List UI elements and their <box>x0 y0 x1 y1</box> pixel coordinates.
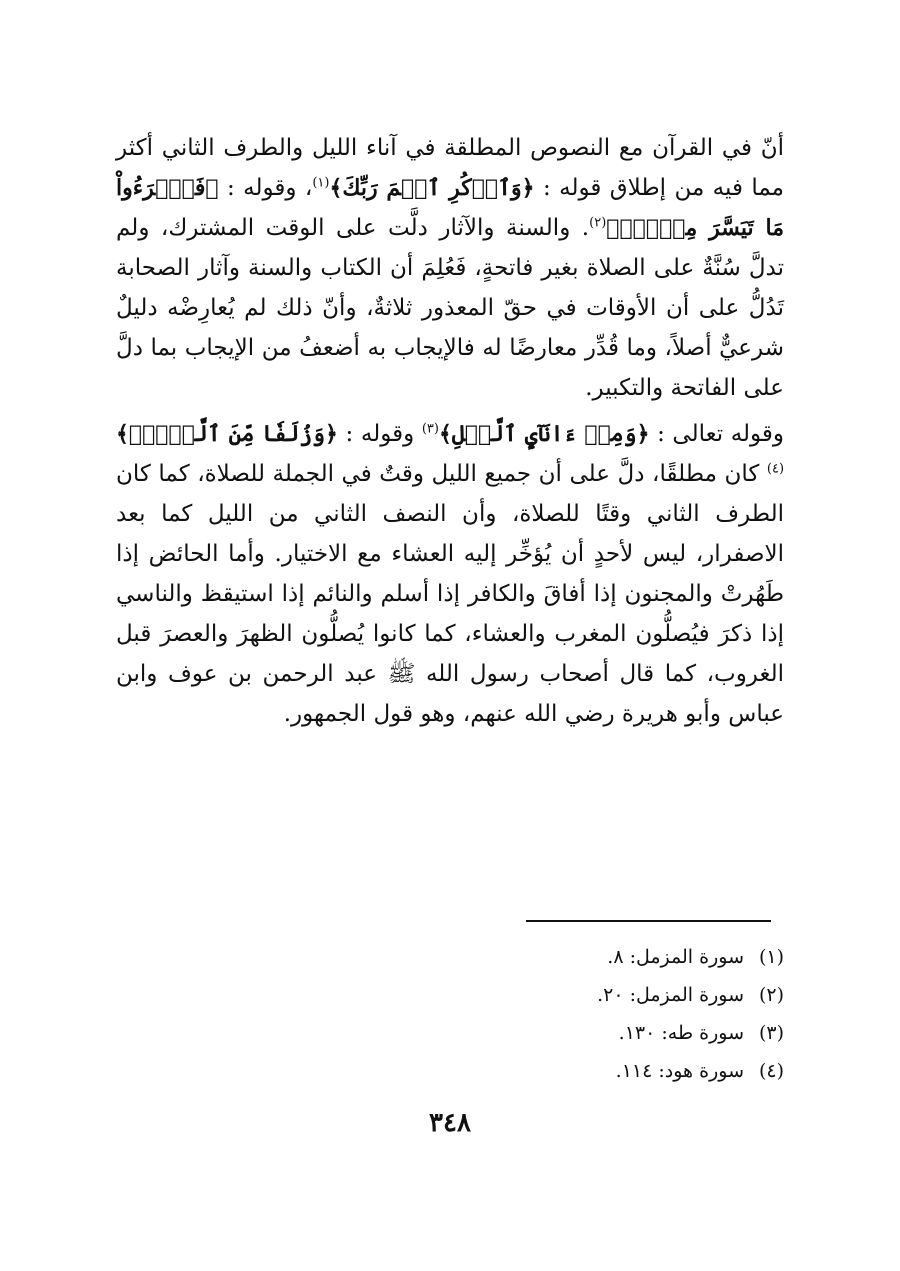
footnote-item <box>500 938 784 976</box>
quran-quote-2: ﴿فَٱقۡرَءُواْ مَا تَيَسَّرَ مِنۡهُۚ﴾ <box>116 175 784 241</box>
footnote-ref-2: (٢) <box>589 215 607 231</box>
quran-quote-3: ﴿وَمِنۡ ءَانَآيِٕ ٱلَّيۡلِ﴾ <box>438 421 650 447</box>
footnote-number: (٢) <box>758 984 784 1006</box>
footnote-text: سورة المزمل: ٢٠. <box>597 984 744 1006</box>
paragraph-2-text-c: كان مطلقًا، دلَّ على أن جميع الليل وقتٌ في الجملة للصلاة، كما كان الطرف الثاني وقتًا للصلاة، وأن النصف الثاني من الليل كما بعد الاصفرار، ليس لأحدٍ أن يُؤخِّر إليه العشاء مع الاختيار. وأما الحائض إذا طَهُرتْ والمجنون إذا أفاقَ والكافر إذا أسلم والنائم إذا استيقظ والناسي إذا ذكرَ فيُصلُّون المغرب والعشاء، كما كانوا يُصلُّون الظهرَ والعصرَ قبل الغروب، كما قال أصحاب رسول الله ﷺ عبد الرحمن بن عوف وابن عباس وأبو هريرة رضي الله عنهم، وهو قول الجمهور. <box>116 461 784 727</box>
paragraph-2-text-b: وقوله : <box>345 421 415 447</box>
footnote-number: (٤) <box>758 1060 784 1082</box>
footnote-text: سورة هود: ١١٤. <box>615 1060 744 1082</box>
paragraph-1-text-a: أنّ في القرآن مع النصوص المطلقة في آناء الليل والطرف الثاني أكثر مما فيه من إطلاق قوله : <box>116 135 784 201</box>
paragraph-1-text-b: ، وقوله : <box>226 175 313 201</box>
footnote-number: (٣) <box>758 1022 784 1044</box>
page-number: ٣٤٨ <box>429 1108 471 1138</box>
main-text <box>116 128 784 734</box>
paragraph-1-text-c: . والسنة والآثار دلَّت على الوقت المشترك، ولم تدلَّ سُنَّةٌ على الصلاة بغير فاتحةٍ، فَعُلِمَ أن الكتاب والسنة وآثار الصحابة تَدُلُّ على أن الأوقات في حقّ المعذور ثلاثةٌ، وأنّ ذلك لم يُعارِضْه دليلٌ شرعيٌّ أصلاً، وما قُدِّر معارضًا له فالإيجاب به أضعفُ من الإيجاب بما دلَّ على الفاتحة والتكبير. <box>116 215 784 401</box>
paragraph-2-text-a: وقوله تعالى : <box>657 421 785 447</box>
footnote-item <box>500 1052 784 1090</box>
footnote-separator <box>526 920 771 922</box>
footnotes <box>500 938 784 1090</box>
quran-quote-4: ﴿وَزُلَفٗا مِّنَ ٱلَّيۡلِۚ﴾ <box>116 421 338 447</box>
paragraph-2 <box>116 414 784 734</box>
footnote-number: (١) <box>758 946 784 968</box>
footnote-ref-4: (٤) <box>766 461 785 477</box>
footnote-ref-1: (١) <box>312 175 330 191</box>
footnote-item <box>500 1014 784 1052</box>
quran-quote-1: ﴿وَٱذۡكُرِ ٱسۡمَ رَبِّكَ﴾ <box>329 175 535 201</box>
paragraph-1 <box>116 128 784 408</box>
footnote-ref-3: (٣) <box>421 421 439 437</box>
footnote-item <box>500 976 784 1014</box>
footnote-text: سورة المزمل: ٨. <box>607 946 744 968</box>
footnote-text: سورة طه: ١٣٠. <box>618 1022 744 1044</box>
